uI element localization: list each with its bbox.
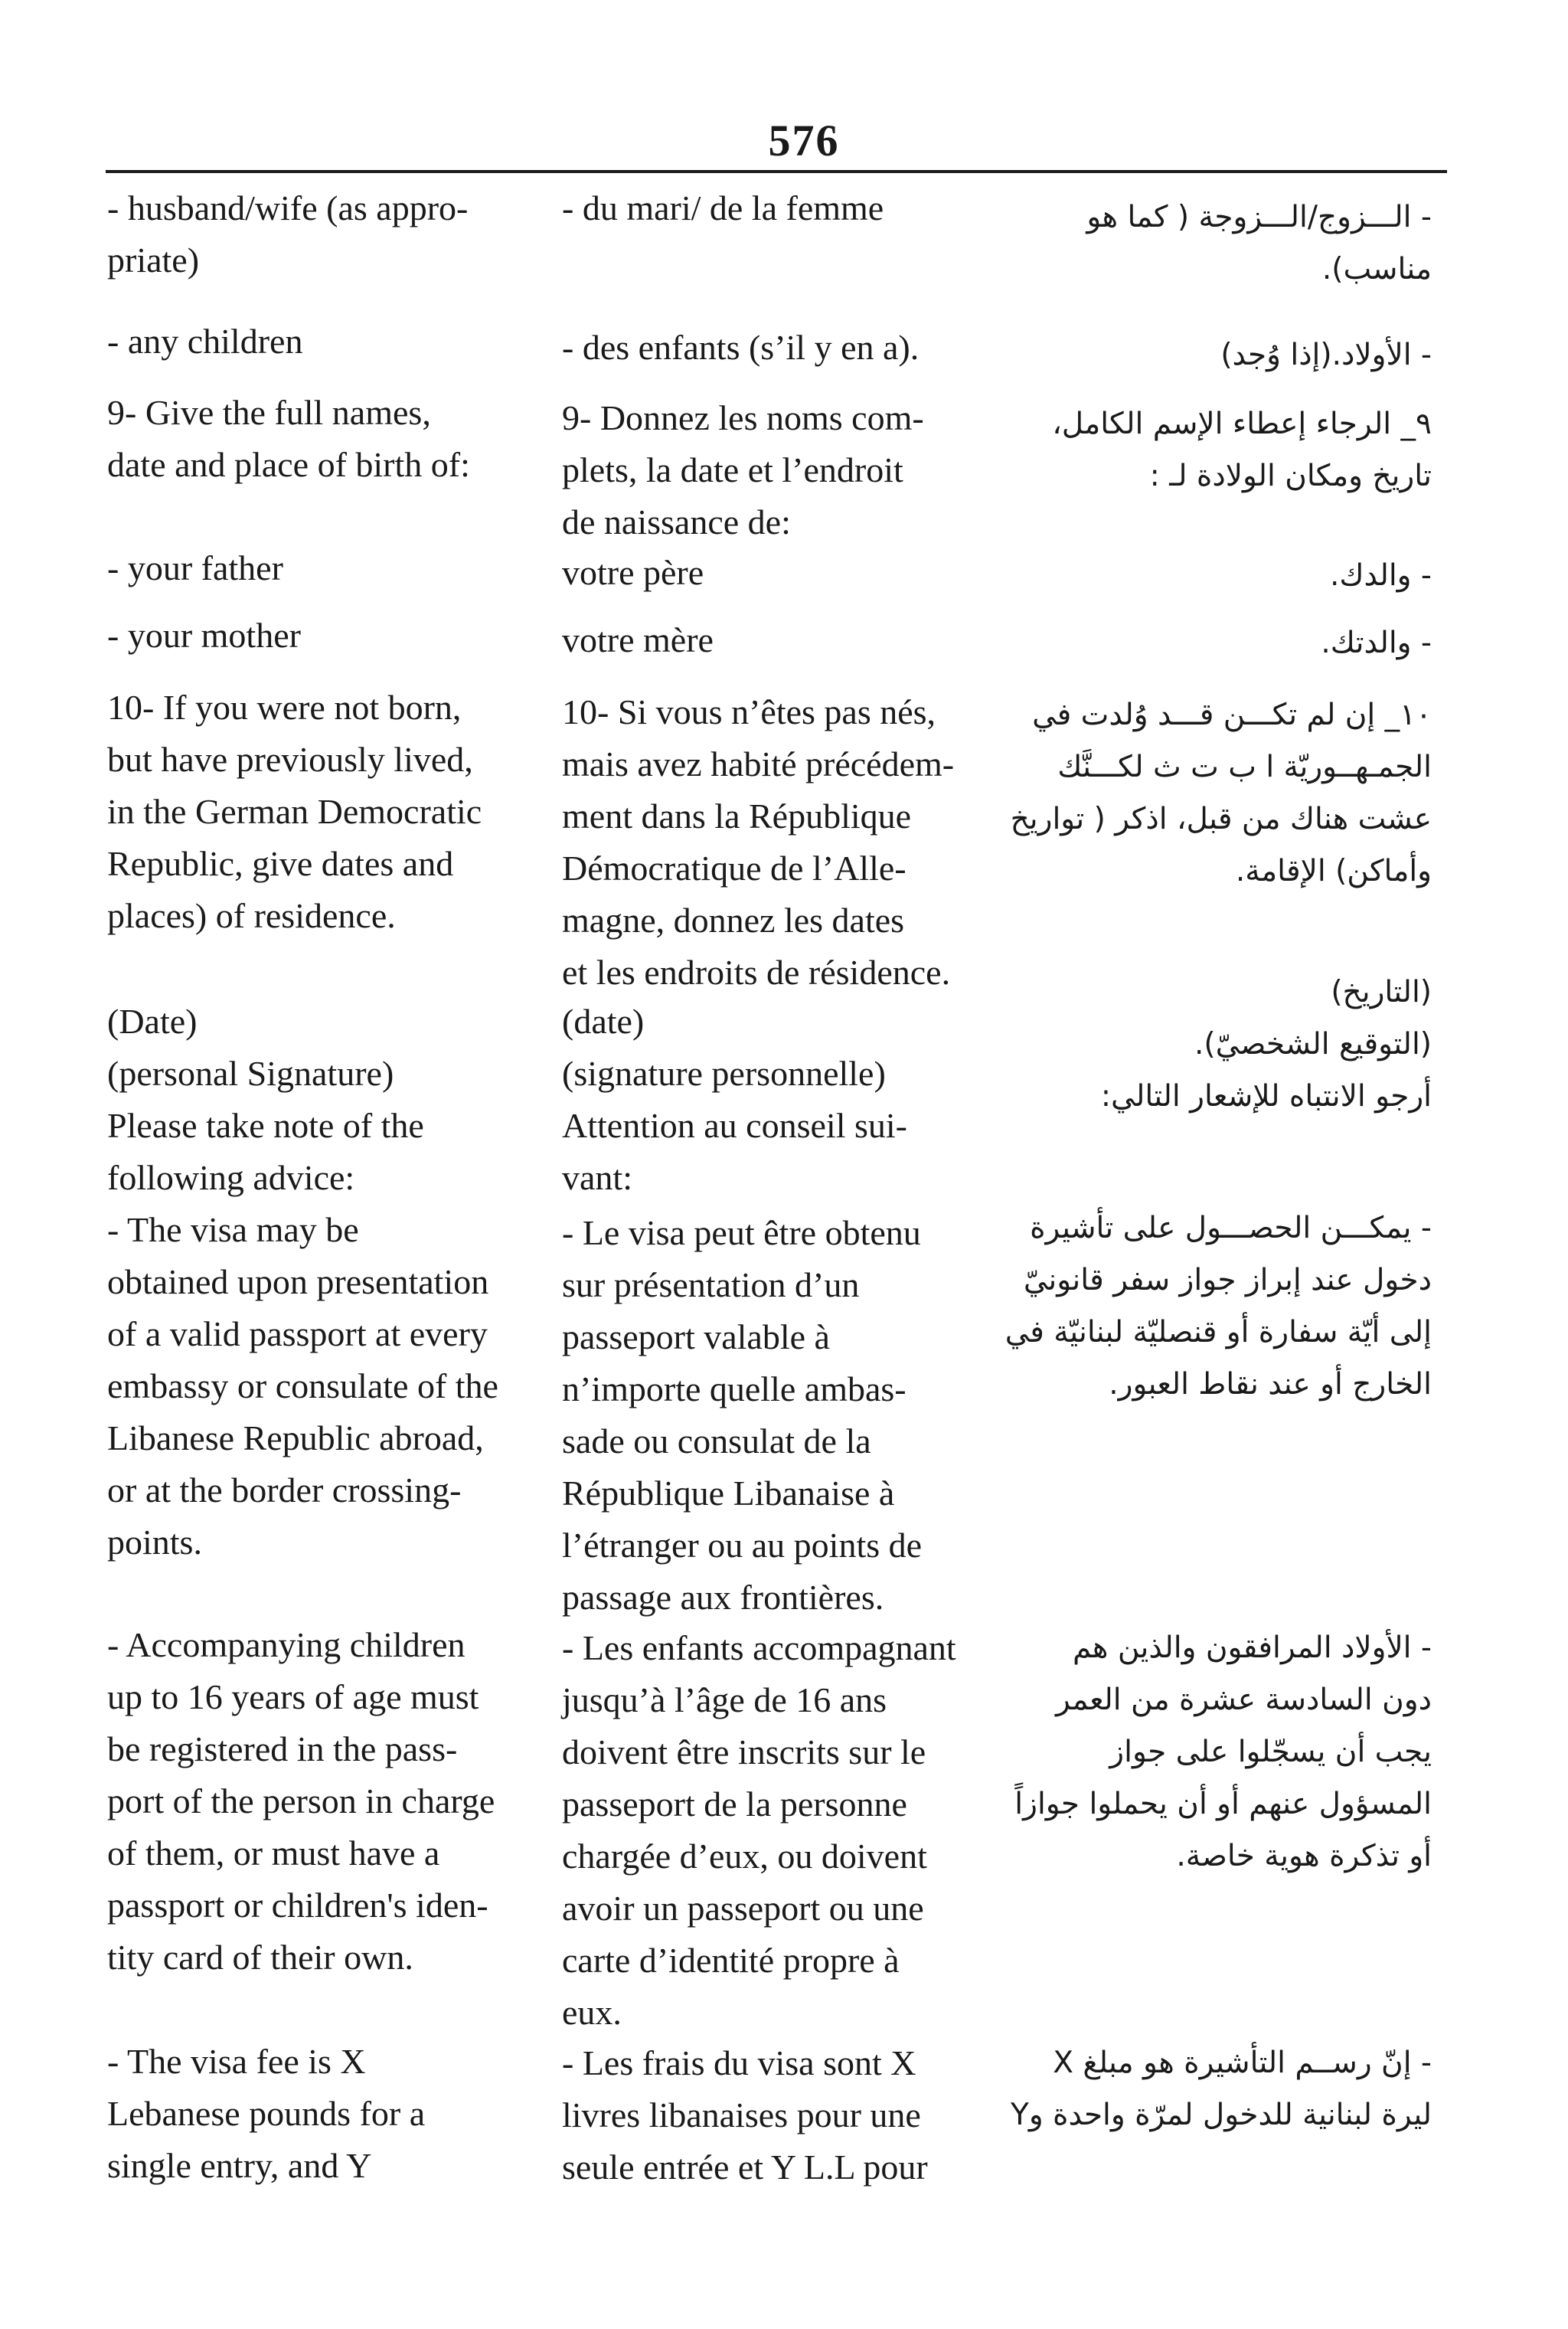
text-line: carte d’identité propre à bbox=[562, 1941, 900, 1980]
text-line: (التوقيع الشخصيّ). bbox=[1194, 1027, 1432, 1061]
row-8-en-text bbox=[107, 1204, 544, 1568]
row-9-ar-text bbox=[980, 1622, 1432, 1882]
text-line: دون السادسة عشرة من العمر bbox=[1056, 1683, 1432, 1717]
row-6-ar-text bbox=[980, 689, 1432, 898]
text-line: de naissance de: bbox=[562, 502, 791, 541]
text-line: ١٠_ إن لم تكـــن قـــد وُلدت في bbox=[1032, 698, 1432, 732]
text-line: be registered in the pass- bbox=[107, 1729, 458, 1768]
row-2-en-text bbox=[107, 316, 544, 368]
text-line: - والدك. bbox=[1329, 558, 1432, 593]
text-line: ment dans la République bbox=[562, 797, 912, 836]
text-line: et les endroits de résidence. bbox=[562, 953, 951, 992]
text-line: ٩_ الرجاء إعطاء الإسم الكامل، bbox=[1052, 407, 1432, 441]
text-line: magne, donnez les dates bbox=[562, 901, 905, 940]
text-line: of a valid passport at every bbox=[107, 1314, 488, 1353]
row-3-fr-text bbox=[562, 392, 975, 548]
text-line: livres libanaises pour une bbox=[562, 2095, 921, 2134]
row-7-en-text bbox=[107, 996, 544, 1204]
text-line: - والدتك. bbox=[1321, 626, 1432, 660]
text-line: 10- If you were not born, bbox=[107, 688, 462, 727]
text-line: doivent être inscrits sur le bbox=[562, 1732, 926, 1771]
text-line: port of the person in charge bbox=[107, 1781, 495, 1820]
text-line: 10- Si vous n’êtes pas nés, bbox=[562, 692, 936, 731]
row-6-en-text bbox=[107, 682, 544, 942]
text-line: passport or children's iden- bbox=[107, 1886, 488, 1925]
text-line: n’importe quelle ambas- bbox=[562, 1369, 906, 1408]
text-line: chargée d’eux, ou doivent bbox=[562, 1837, 927, 1876]
text-line: (signature personnelle) bbox=[562, 1054, 886, 1093]
row-2-fr-text bbox=[562, 322, 975, 374]
text-line: - des enfants (s’il y en a). bbox=[562, 328, 920, 367]
text-line: passeport valable à bbox=[562, 1317, 830, 1356]
text-line: l’étranger ou au points de bbox=[562, 1526, 923, 1565]
text-line: Lebanese pounds for a bbox=[107, 2094, 426, 2133]
text-line: Republic, give dates and bbox=[107, 844, 454, 883]
row-3-ar-text bbox=[980, 398, 1432, 502]
row-8-ar-text bbox=[980, 1202, 1432, 1411]
text-line: - your father bbox=[107, 548, 283, 587]
text-line: - الأولاد.(إذا وُجد) bbox=[1220, 338, 1432, 372]
row-9-en-text bbox=[107, 1619, 544, 1984]
row-1-en-text bbox=[107, 182, 544, 286]
text-line: - الأولاد المرافقون والذين هم bbox=[1072, 1631, 1432, 1665]
row-4-fr-text bbox=[562, 547, 975, 599]
text-line: embassy or consulate of the bbox=[107, 1366, 498, 1405]
text-line: sur présentation d’un bbox=[562, 1265, 860, 1304]
text-line: أرجو الانتباه للإشعار التالي: bbox=[1100, 1079, 1432, 1114]
text-line: تاريخ ومكان الولادة لـ : bbox=[1149, 459, 1432, 493]
row-4-en-text bbox=[107, 542, 544, 594]
text-line: République Libanaise à bbox=[562, 1474, 895, 1513]
text-line: عشت هناك من قبل، اذكر ( تواريخ bbox=[1010, 802, 1432, 836]
text-line: (date) bbox=[562, 1002, 645, 1041]
text-line: Please take note of the bbox=[107, 1106, 424, 1145]
text-line: - your mother bbox=[107, 616, 301, 655]
text-line: Attention au conseil sui- bbox=[562, 1106, 907, 1145]
text-line: - يمكـــن الحصـــول على تأشيرة bbox=[1030, 1211, 1432, 1245]
text-line: 9- Donnez les noms com- bbox=[562, 398, 924, 437]
text-line: mais avez habité précédem- bbox=[562, 744, 955, 783]
text-line: eux. bbox=[562, 1993, 622, 2032]
text-line: (Date) bbox=[107, 1002, 198, 1041]
text-line: مناسب). bbox=[1321, 252, 1432, 286]
text-line: votre père bbox=[562, 553, 704, 592]
text-line: - The visa fee is X bbox=[107, 2042, 366, 2081]
text-line: points. bbox=[107, 1523, 202, 1562]
row-10-fr-text bbox=[562, 2037, 975, 2193]
text-line: obtained upon presentation bbox=[107, 1262, 489, 1301]
text-line: - husband/wife (as appro- bbox=[107, 188, 469, 227]
row-4-ar-text bbox=[980, 550, 1432, 602]
text-line: 9- Give the full names, bbox=[107, 393, 431, 432]
row-6-fr-text bbox=[562, 686, 975, 999]
text-line: single entry, and Y bbox=[107, 2146, 372, 2185]
row-10-en-text bbox=[107, 2036, 544, 2192]
text-line: places) of residence. bbox=[107, 896, 396, 935]
text-line: (التاريخ) bbox=[1331, 975, 1432, 1009]
text-line: وأماكن) الإقامة. bbox=[1235, 854, 1432, 888]
row-10-ar-text bbox=[980, 2037, 1432, 2141]
text-line: (personal Signature) bbox=[107, 1054, 394, 1093]
text-line: يجب أن يسجّلوا على جواز bbox=[1109, 1735, 1432, 1769]
text-line: jusqu’à l’âge de 16 ans bbox=[562, 1680, 887, 1719]
row-7-fr-text bbox=[562, 996, 975, 1204]
text-line: tity card of their own. bbox=[107, 1938, 413, 1977]
text-line: votre mère bbox=[562, 620, 714, 659]
row-5-fr-text bbox=[562, 614, 975, 666]
text-line: avoir un passeport ou une bbox=[562, 1889, 924, 1928]
text-line: - إنّ رســم التأشيرة هو مبلغ X bbox=[1053, 2046, 1432, 2080]
text-line: but have previously lived, bbox=[107, 740, 473, 779]
text-line: دخول عند إبراز جواز سفر قانونيّ bbox=[1023, 1263, 1432, 1297]
text-line: إلى أيّة سفارة أو قنصليّة لبنانيّة في bbox=[1004, 1315, 1432, 1349]
text-line: plets, la date et l’endroit bbox=[562, 450, 903, 489]
row-7-ar-text bbox=[980, 967, 1432, 1123]
text-line: - any children bbox=[107, 322, 303, 361]
text-line: in the German Democratic bbox=[107, 792, 482, 831]
text-line: sade ou consulat de la bbox=[562, 1421, 871, 1461]
row-3-en-text bbox=[107, 387, 544, 491]
text-line: - Les enfants accompagnant bbox=[562, 1628, 956, 1667]
text-line: seule entrée et Y L.L pour bbox=[562, 2147, 928, 2187]
text-line: Libanese Republic abroad, bbox=[107, 1418, 484, 1457]
text-line: following advice: bbox=[107, 1158, 355, 1197]
text-line: الخارج أو عند نقاط العبور. bbox=[1109, 1367, 1432, 1402]
text-line: up to 16 years of age must bbox=[107, 1677, 479, 1716]
row-9-fr-text bbox=[562, 1622, 975, 2039]
text-line: - The visa may be bbox=[107, 1210, 359, 1249]
row-1-fr-text bbox=[562, 182, 975, 234]
text-line: - Le visa peut être obtenu bbox=[562, 1213, 921, 1252]
text-line: vant: bbox=[562, 1158, 632, 1197]
row-2-ar-text bbox=[980, 329, 1432, 381]
text-line: الجمـهــوريّة ا ب ت ث لكـــنَّك bbox=[1057, 750, 1432, 784]
text-line: priate) bbox=[107, 240, 200, 280]
text-line: date and place of birth of: bbox=[107, 445, 470, 484]
text-line: المسؤول عنهم أو أن يحملوا جوازاً bbox=[1014, 1787, 1432, 1821]
text-line: or at the border crossing- bbox=[107, 1470, 462, 1510]
text-line: - الـــزوج/الـــزوجة ( كما هو bbox=[1086, 200, 1432, 234]
row-5-ar-text bbox=[980, 617, 1432, 669]
row-1-ar-text bbox=[980, 191, 1432, 296]
text-line: ليرة لبنانية للدخول لمرّة واحدة وY bbox=[1010, 2098, 1432, 2132]
text-line: - Les frais du visa sont X bbox=[562, 2043, 916, 2082]
text-line: of them, or must have a bbox=[107, 1833, 440, 1873]
text-line: Démocratique de l’Alle- bbox=[562, 849, 906, 888]
row-8-fr-text bbox=[562, 1207, 975, 1624]
text-line: - Accompanying children bbox=[107, 1625, 466, 1664]
header-rule bbox=[106, 170, 1447, 173]
text-line: أو تذكرة هوية خاصة. bbox=[1176, 1839, 1432, 1873]
text-line: passage aux frontières. bbox=[562, 1578, 884, 1617]
text-line: passeport de la personne bbox=[562, 1784, 907, 1824]
row-5-en-text bbox=[107, 610, 544, 662]
text-line: - du mari/ de la femme bbox=[562, 188, 884, 227]
page-number: 576 bbox=[768, 116, 840, 165]
